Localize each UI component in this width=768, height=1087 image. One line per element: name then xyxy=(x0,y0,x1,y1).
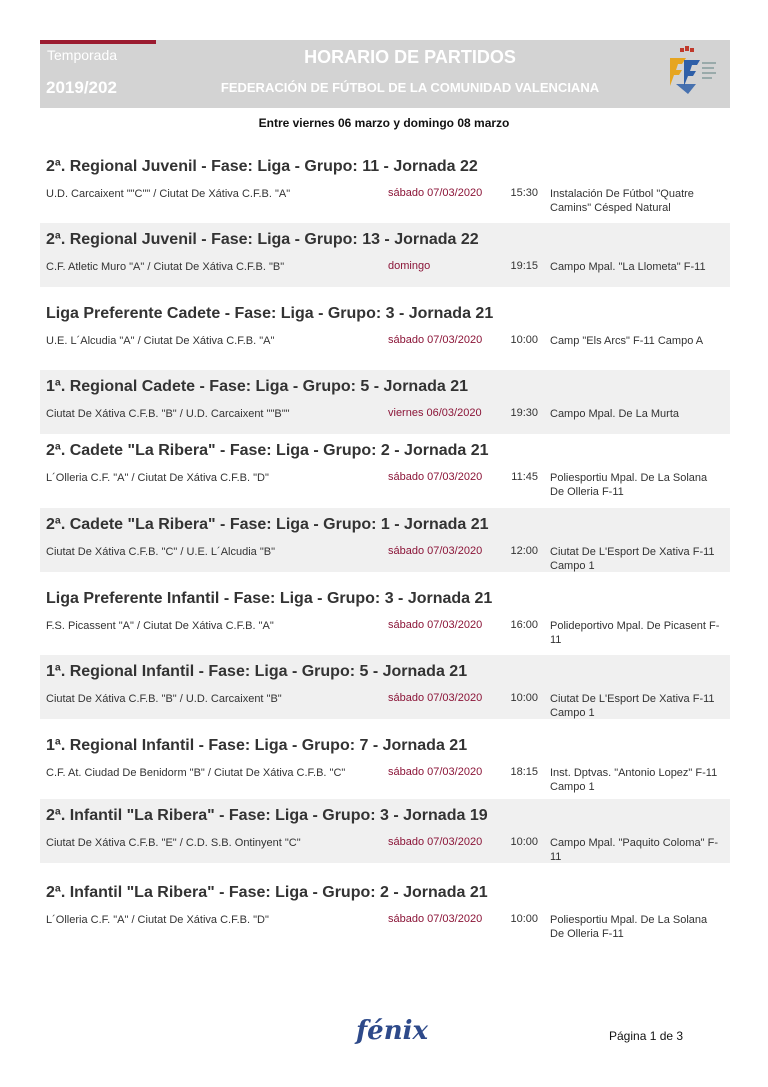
match-block xyxy=(40,223,730,287)
match-date: sábado 07/03/2020 xyxy=(388,692,483,704)
match-date: domingo xyxy=(388,260,431,272)
match-venue: Campo Mpal. "La Llometa" F-11 xyxy=(550,261,706,273)
competition-title: Liga Preferente Infantil - Fase: Liga - Grupo: 3 - Jornada 21 xyxy=(46,590,493,607)
match-venue: Camp "Els Arcs" F-11 Campo A xyxy=(550,335,704,347)
match-date: sábado 07/03/2020 xyxy=(388,334,483,346)
competition-title: 1ª. Regional Infantil - Fase: Liga - Grupo: 5 - Jornada 21 xyxy=(46,663,468,680)
match-teams: C.F. At. Ciudad De Benidorm "B" / Ciutat De Xátiva C.F.B. "C" xyxy=(46,767,346,779)
match-venue: Campo Mpal. De La Murta xyxy=(550,408,679,420)
match-venue: Inst. Dptvas. "Antonio Lopez" F-11 Campo 1 xyxy=(550,767,718,793)
match-block xyxy=(40,582,730,646)
match-teams: Ciutat De Xátiva C.F.B. "B" / U.D. Carcaixent ""B"" xyxy=(46,408,290,420)
match-teams: L´Olleria C.F. "A" / Ciutat De Xátiva C.F.B. "D" xyxy=(46,472,269,484)
match-block xyxy=(40,434,730,498)
date-range: Entre viernes 06 marzo y domingo 08 marzo xyxy=(258,116,510,130)
match-date: sábado 07/03/2020 xyxy=(388,913,483,925)
page-title: HORARIO DE PARTIDOS xyxy=(304,47,516,67)
match-block xyxy=(40,876,730,940)
competition-title: 2ª. Cadete "La Ribera" - Fase: Liga - Grupo: 1 - Jornada 21 xyxy=(46,516,489,533)
match-date: sábado 07/03/2020 xyxy=(388,619,483,631)
match-time: 12:00 xyxy=(510,545,538,557)
match-time: 19:30 xyxy=(510,407,538,419)
fenix-logo: fénix xyxy=(356,1016,429,1046)
match-venue: Instalación De Fútbol "Quatre Camins" Césped Natural xyxy=(550,188,694,214)
match-time: 16:00 xyxy=(510,619,538,631)
match-venue: Ciutat De L'Esport De Xativa F-11 Campo 1 xyxy=(550,693,715,719)
match-venue: Campo Mpal. "Paquito Coloma" F-11 xyxy=(550,837,718,863)
match-time: 19:15 xyxy=(510,260,538,272)
match-date: sábado 07/03/2020 xyxy=(388,836,483,848)
header-accent-bar xyxy=(40,40,156,44)
match-teams: Ciutat De Xátiva C.F.B. "C" / U.E. L´Alcudia "B" xyxy=(46,546,275,558)
match-teams: F.S. Picassent "A" / Ciutat De Xátiva C.F.B. "A" xyxy=(46,620,274,632)
page-indicator: Página 1 de 3 xyxy=(609,1029,684,1043)
competition-title: 2ª. Regional Juvenil - Fase: Liga - Grupo: 11 - Jornada 22 xyxy=(46,158,478,175)
match-time: 10:00 xyxy=(510,836,538,848)
match-date: sábado 07/03/2020 xyxy=(388,766,483,778)
match-block xyxy=(40,297,730,361)
match-date: sábado 07/03/2020 xyxy=(388,471,483,483)
competition-title: 2ª. Infantil "La Ribera" - Fase: Liga - Grupo: 3 - Jornada 19 xyxy=(46,807,488,824)
match-date: sábado 07/03/2020 xyxy=(388,187,483,199)
match-time: 10:00 xyxy=(510,692,538,704)
competition-title: 2ª. Cadete "La Ribera" - Fase: Liga - Grupo: 2 - Jornada 21 xyxy=(46,442,489,459)
match-teams: U.E. L´Alcudia "A" / Ciutat De Xátiva C.F.B. "A" xyxy=(46,335,275,347)
match-time: 15:30 xyxy=(510,187,538,199)
match-block xyxy=(40,150,730,214)
season-label: Temporada xyxy=(47,47,118,63)
season-value: 2019/202 xyxy=(46,78,117,97)
federation-name: FEDERACIÓN DE FÚTBOL DE LA COMUNIDAD VALENCIANA xyxy=(220,80,600,95)
match-teams: C.F. Atletic Muro "A" / Ciutat De Xátiva C.F.B. "B" xyxy=(46,261,285,273)
match-time: 10:00 xyxy=(510,913,538,925)
match-date: viernes 06/03/2020 xyxy=(388,407,482,419)
match-block xyxy=(40,655,730,719)
match-teams: Ciutat De Xátiva C.F.B. "B" / U.D. Carcaixent "B" xyxy=(46,693,282,705)
match-venue: Poliesportiu Mpal. De La Solana De Olleria F-11 xyxy=(550,472,708,498)
match-time: 18:15 xyxy=(510,766,538,778)
match-block xyxy=(40,508,730,572)
competition-title: 1ª. Regional Infantil - Fase: Liga - Grupo: 7 - Jornada 21 xyxy=(46,737,468,754)
competition-title: Liga Preferente Cadete - Fase: Liga - Grupo: 3 - Jornada 21 xyxy=(46,305,494,322)
match-venue: Ciutat De L'Esport De Xativa F-11 Campo 1 xyxy=(550,546,715,572)
competition-title: 2ª. Regional Juvenil - Fase: Liga - Grupo: 13 - Jornada 22 xyxy=(46,231,479,248)
competition-title: 1ª. Regional Cadete - Fase: Liga - Grupo: 5 - Jornada 21 xyxy=(46,378,469,395)
match-venue: Poliesportiu Mpal. De La Solana De Olleria F-11 xyxy=(550,914,708,940)
ffcv-logo-icon xyxy=(666,46,718,102)
match-time: 11:45 xyxy=(511,471,538,483)
match-teams: Ciutat De Xátiva C.F.B. "E" / C.D. S.B. Ontinyent "C" xyxy=(46,837,301,849)
match-time: 10:00 xyxy=(510,334,538,346)
match-teams: U.D. Carcaixent ""C"" / Ciutat De Xátiva C.F.B. "A" xyxy=(46,188,291,200)
match-venue: Polideportivo Mpal. De Picasent F-11 xyxy=(550,620,720,646)
match-block xyxy=(40,729,730,793)
page-header xyxy=(40,40,730,108)
match-block xyxy=(40,799,730,863)
match-teams: L´Olleria C.F. "A" / Ciutat De Xátiva C.F.B. "D" xyxy=(46,914,269,926)
match-date: sábado 07/03/2020 xyxy=(388,545,483,557)
match-block xyxy=(40,370,730,434)
competition-title: 2ª. Infantil "La Ribera" - Fase: Liga - Grupo: 2 - Jornada 21 xyxy=(46,884,488,901)
